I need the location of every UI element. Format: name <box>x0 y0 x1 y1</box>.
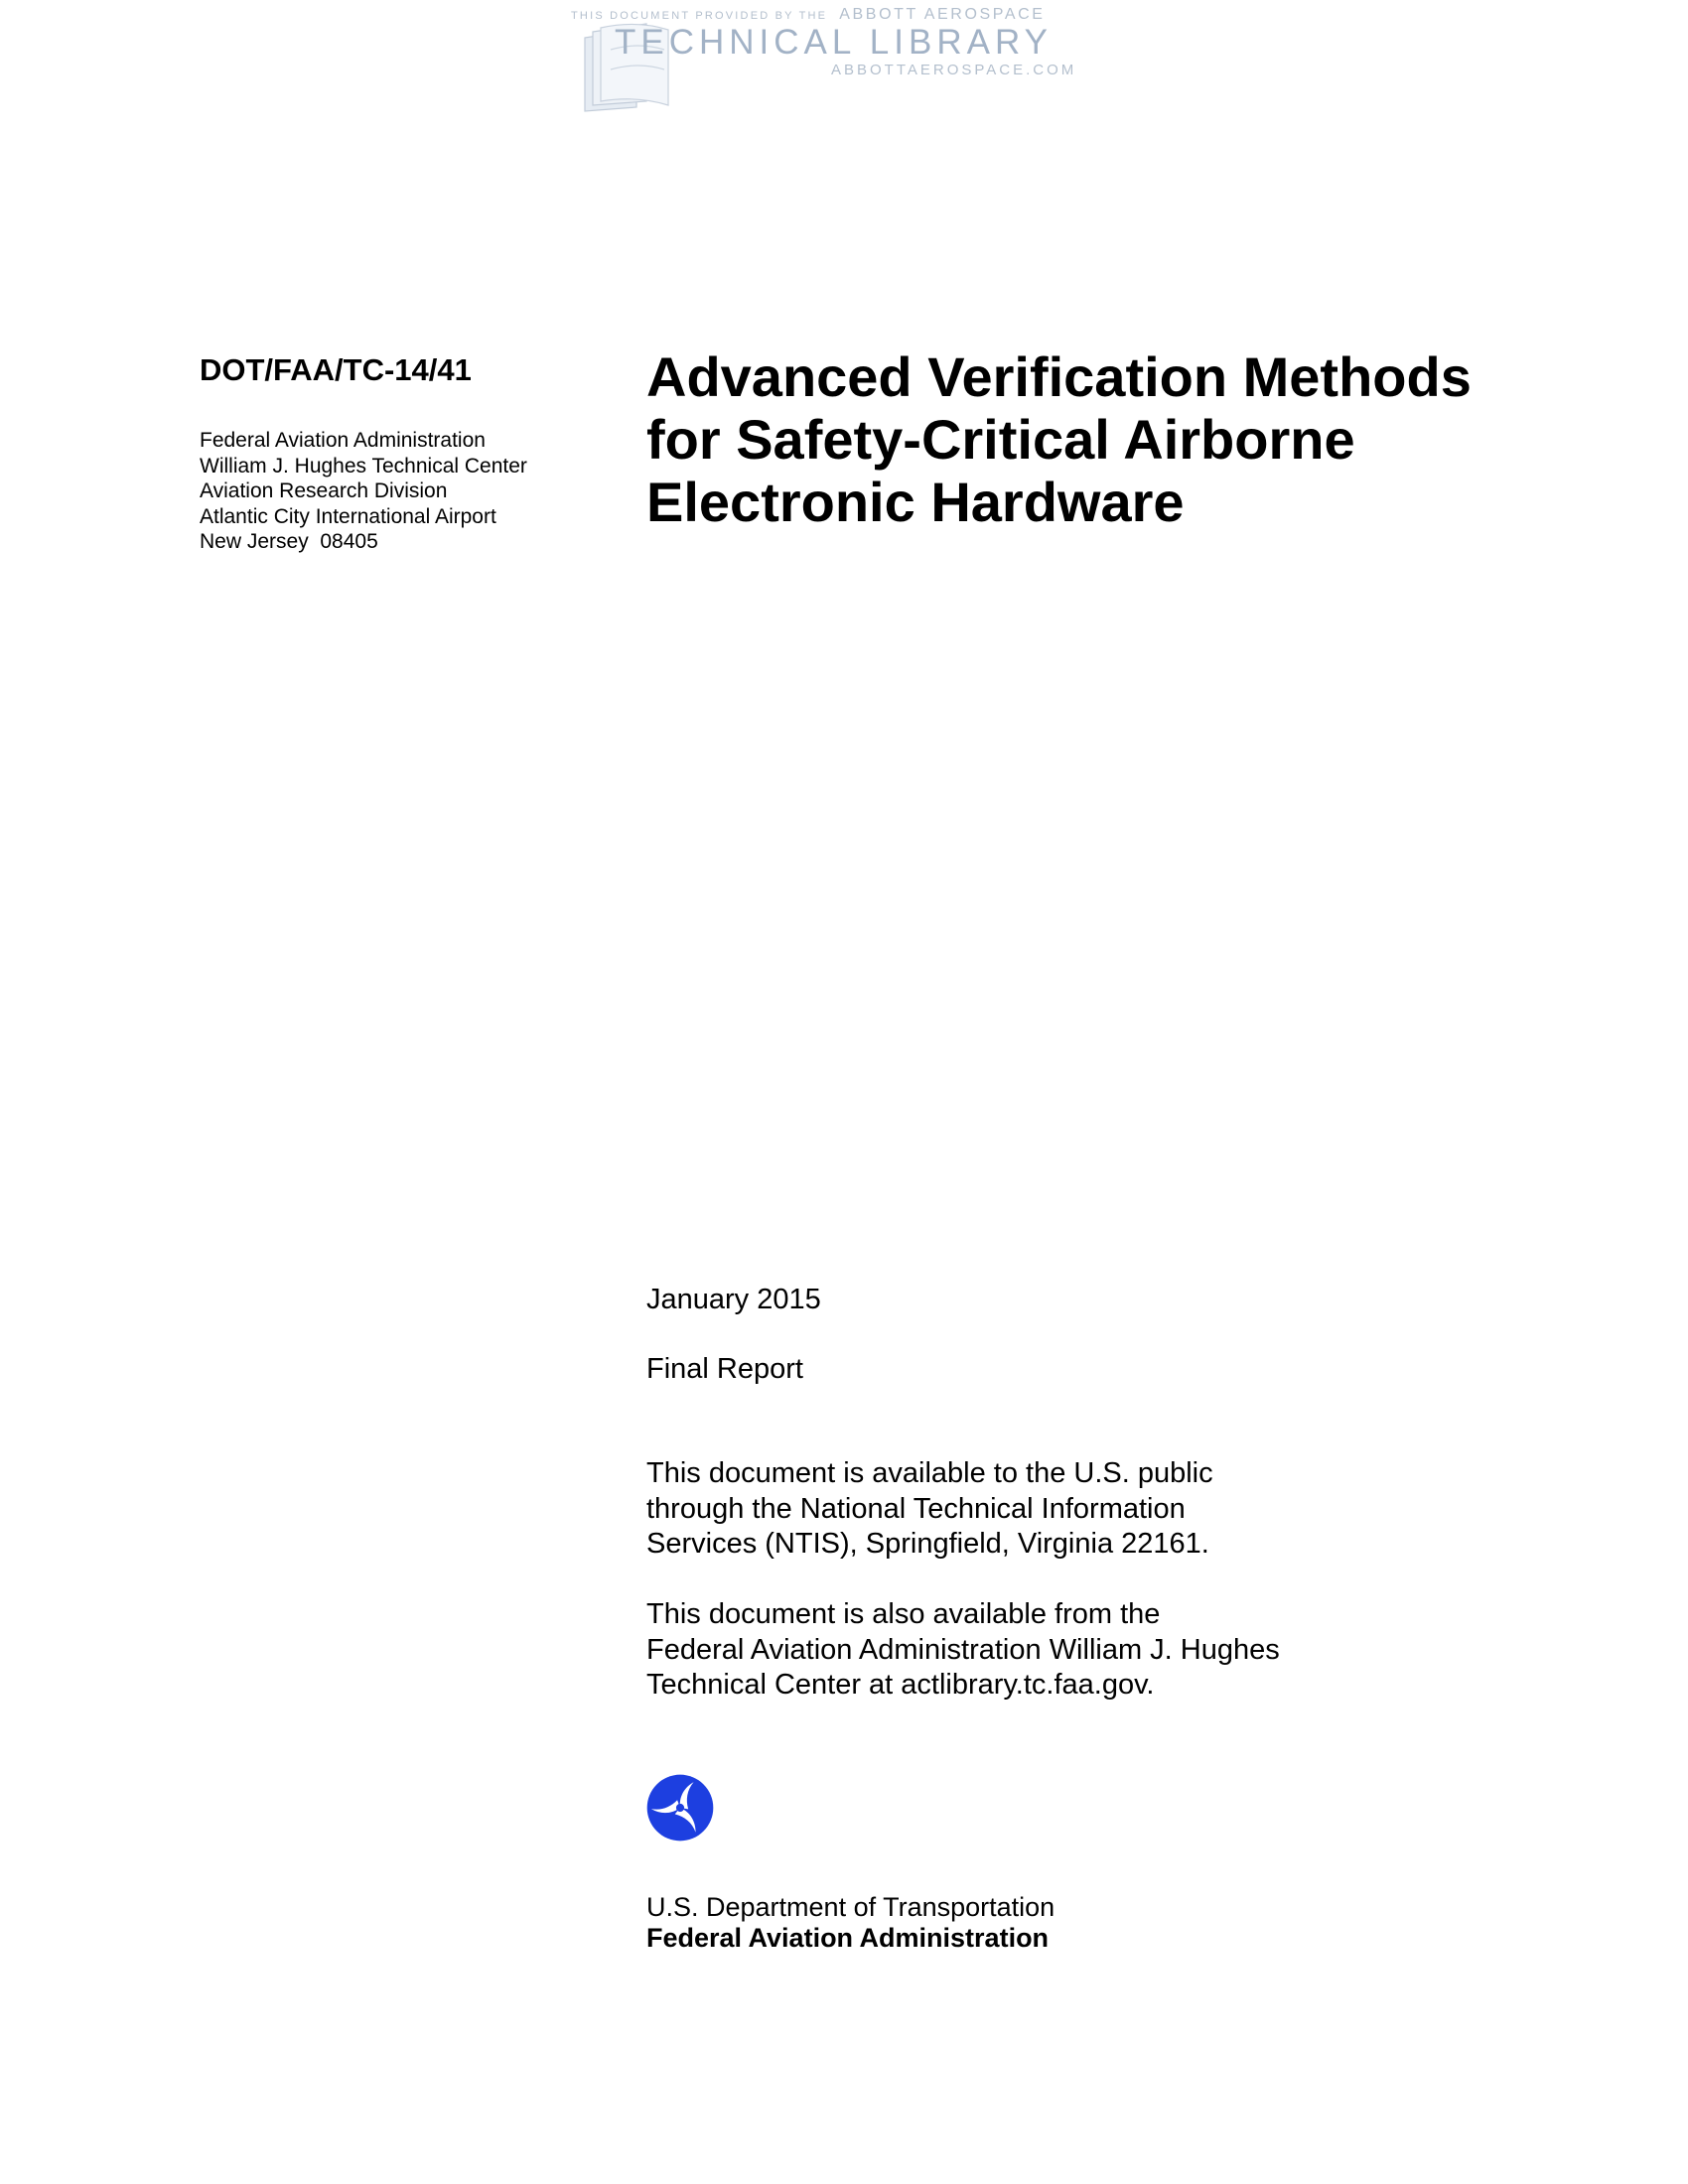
org-line: Federal Aviation Administration <box>200 429 486 452</box>
availability-line: This document is also available from the <box>646 1598 1161 1630</box>
watermark-url: ABBOTTAEROSPACE.COM <box>831 62 1077 78</box>
availability-line: Technical Center at actlibrary.tc.faa.gov. <box>646 1669 1155 1701</box>
org-line: Aviation Research Division <box>200 479 448 503</box>
availability-line: Federal Aviation Administration William J. Hughes <box>646 1633 1280 1666</box>
availability-ntis <box>646 1456 1213 1563</box>
agency-block <box>646 1892 1055 1954</box>
availability-line: through the National Technical Information <box>646 1492 1186 1525</box>
watermark-abbott: ABBOTT AEROSPACE <box>839 6 1046 23</box>
watermark-library-title: TECHNICAL LIBRARY <box>615 23 1053 62</box>
agency-department: U.S. Department of Transportation <box>646 1892 1055 1922</box>
availability-line: This document is available to the U.S. public <box>646 1457 1213 1489</box>
watermark <box>571 4 1087 115</box>
availability-line: Services (NTIS), Springfield, Virginia 22161. <box>646 1528 1209 1560</box>
org-line: Atlantic City International Airport <box>200 504 496 528</box>
report-date: January 2015 <box>646 1284 821 1315</box>
org-line: William J. Hughes Technical Center <box>200 454 527 478</box>
report-number: DOT/FAA/TC-14/41 <box>200 352 472 387</box>
dot-triskelion-logo-icon <box>646 1774 714 1842</box>
title-line: Advanced Verification Methods <box>646 345 1472 408</box>
agency-administration: Federal Aviation Administration <box>646 1923 1050 1953</box>
title-line: for Safety-Critical Airborne <box>646 408 1355 471</box>
report-type: Final Report <box>646 1353 803 1385</box>
title-line: Electronic Hardware <box>646 471 1185 533</box>
org-line: New Jersey 08405 <box>200 530 378 554</box>
organization-address <box>200 428 527 555</box>
availability-faa <box>646 1597 1280 1704</box>
watermark-provided-by: THIS DOCUMENT PROVIDED BY THE <box>571 10 828 22</box>
document-title <box>646 345 1600 533</box>
watermark-provided-text <box>571 6 1046 24</box>
